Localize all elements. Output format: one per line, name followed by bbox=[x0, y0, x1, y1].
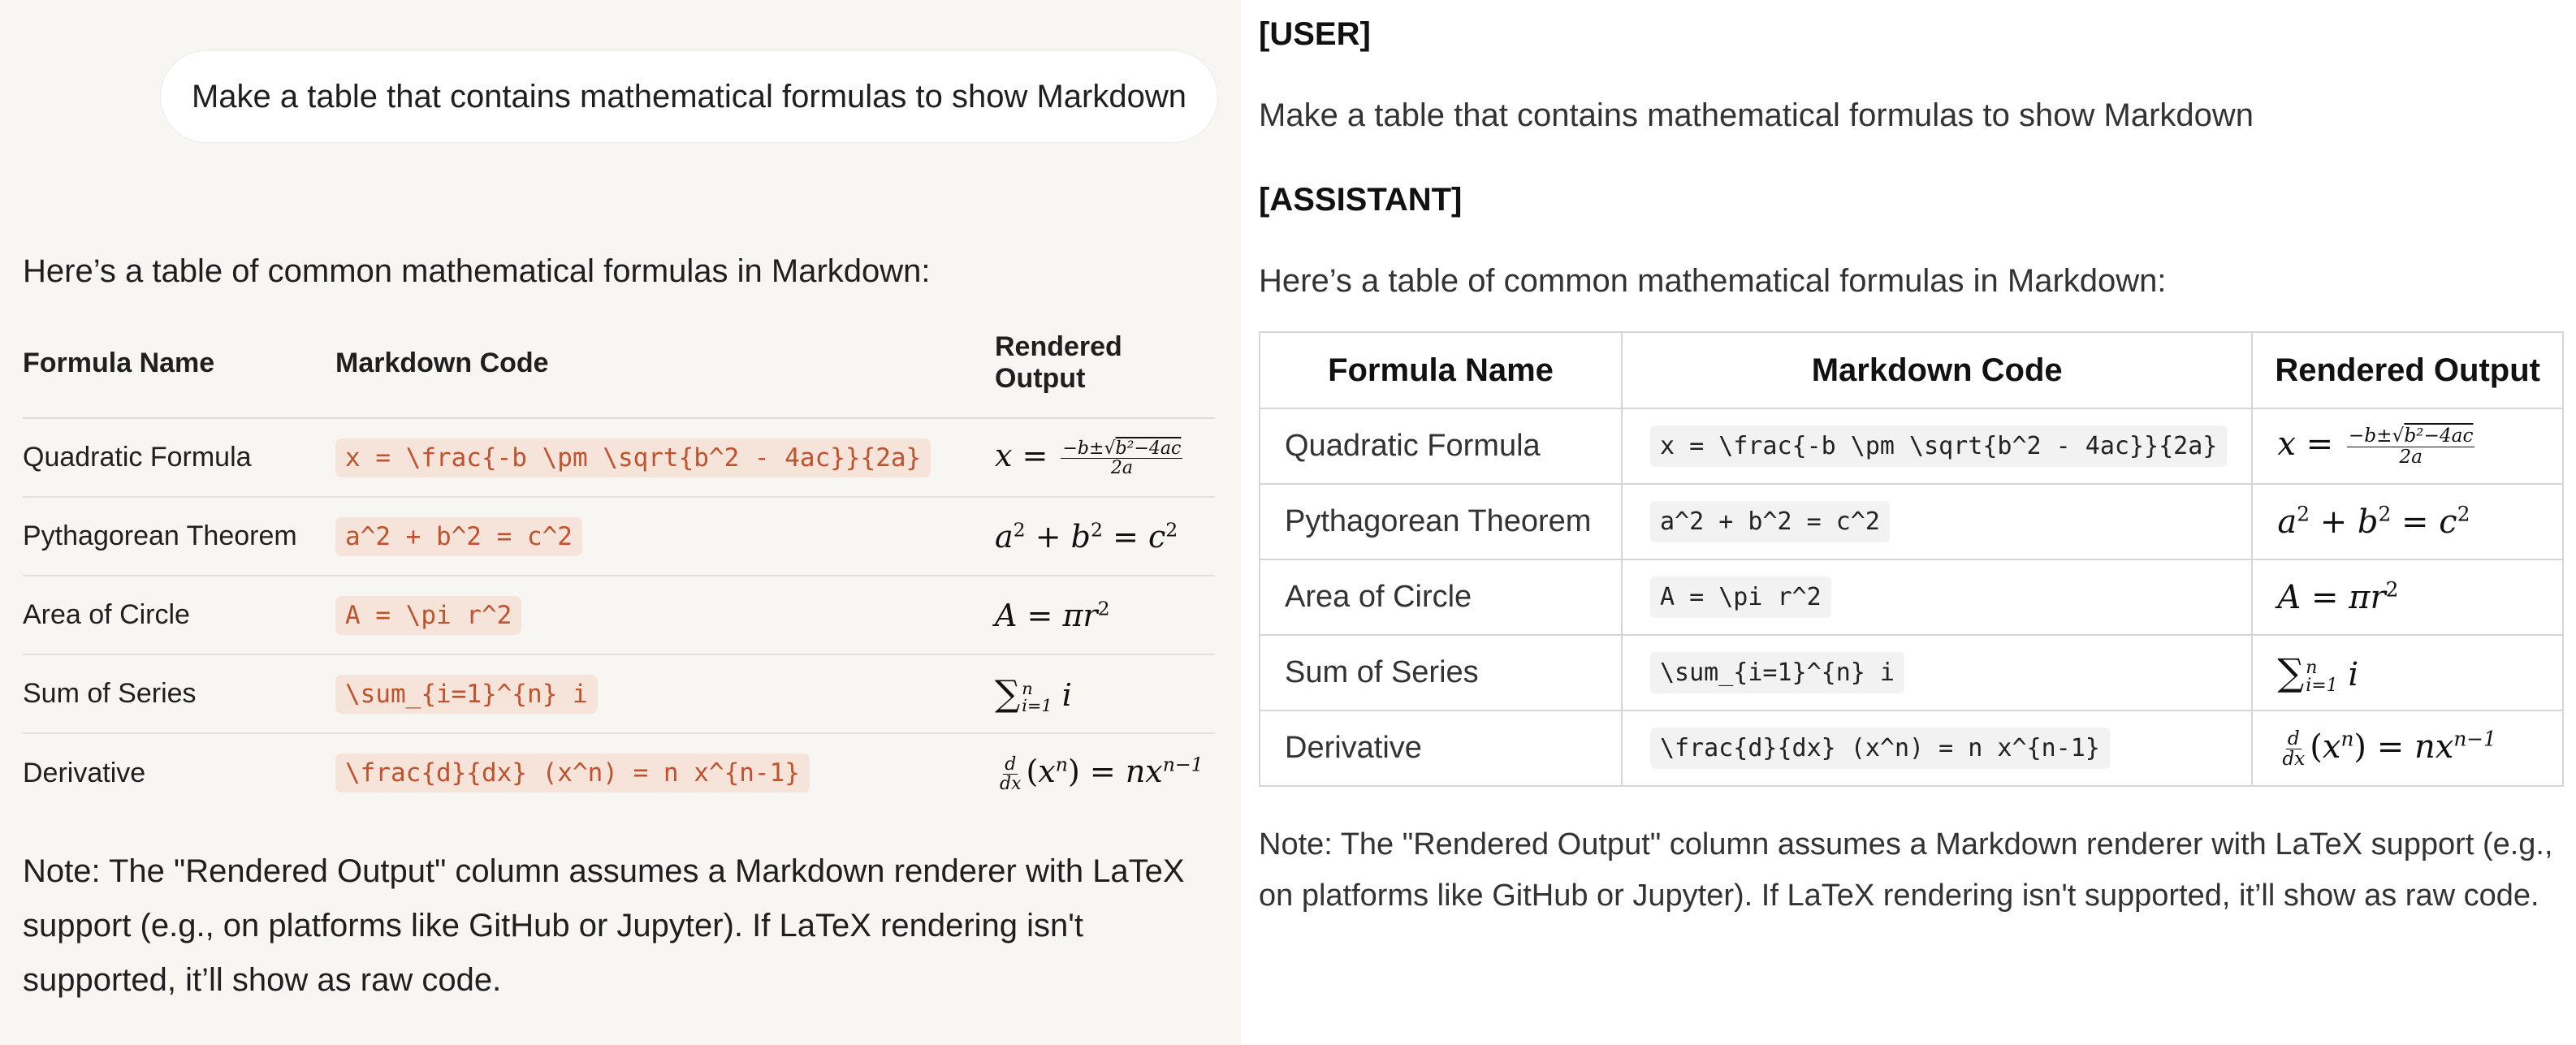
inline-code: x = \frac{-b \pm \sqrt{b^2 - 4ac}}{2a} bbox=[335, 438, 931, 477]
header-markdown-code: Markdown Code bbox=[335, 312, 995, 418]
code-cell bbox=[1622, 408, 2252, 484]
transcript-pane bbox=[1241, 0, 2576, 1045]
user-message-row bbox=[23, 0, 1218, 143]
table-row bbox=[23, 654, 1215, 733]
rendered-cell bbox=[2252, 635, 2563, 710]
code-cell bbox=[1622, 635, 2252, 710]
table-header-row bbox=[1260, 332, 2563, 408]
inline-code: \sum_{i=1}^{n} i bbox=[335, 675, 598, 714]
user-role-label: [USER] bbox=[1259, 16, 1371, 52]
rendered-cell bbox=[995, 576, 1215, 654]
rendered-cell bbox=[2252, 408, 2563, 484]
user-message-text: Make a table that contains mathematical formulas to show Markdown bbox=[1259, 97, 2254, 133]
table-row bbox=[23, 418, 1215, 497]
header-markdown-code: Markdown Code bbox=[1622, 332, 2252, 408]
rendered-cell bbox=[2252, 484, 2563, 559]
formula-name: Sum of Series bbox=[23, 654, 335, 733]
table-header-row bbox=[23, 312, 1215, 418]
table-row bbox=[1260, 559, 2563, 635]
inline-code: \frac{d}{dx} (x^n) = n x^{n-1} bbox=[1650, 728, 2110, 769]
table-row bbox=[23, 733, 1215, 812]
rendered-cell bbox=[2252, 559, 2563, 635]
header-formula-name: Formula Name bbox=[1260, 332, 1622, 408]
rendered-sum-of-series: ∑ n i=1 i bbox=[2277, 650, 2359, 696]
user-message-bubble: Make a table that contains mathematical formulas to show Markdown bbox=[160, 50, 1218, 143]
rendered-cell bbox=[995, 497, 1215, 576]
assistant-intro: Here’s a table of common mathematical formulas in Markdown: bbox=[1259, 263, 2167, 299]
table-row bbox=[1260, 635, 2563, 710]
rendered-sum-of-series: ∑ n i=1 i bbox=[995, 672, 1072, 716]
formula-name: Derivative bbox=[1260, 710, 1622, 786]
assistant-role-label: [ASSISTANT] bbox=[1259, 182, 1463, 218]
table-row bbox=[1260, 710, 2563, 786]
rendered-cell bbox=[995, 418, 1215, 497]
formula-table bbox=[23, 312, 1215, 812]
formula-name: Quadratic Formula bbox=[23, 418, 335, 497]
inline-code: x = \frac{-b \pm \sqrt{b^2 - 4ac}}{2a} bbox=[1650, 425, 2227, 467]
rendered-pythagorean-theorem: $a^2 + b^2 = c^2$ bbox=[995, 518, 1178, 555]
formula-name: Sum of Series bbox=[1260, 635, 1622, 710]
header-formula-name: Formula Name bbox=[23, 312, 335, 418]
rendered-pythagorean-theorem: $a^2 + b^2 = c^2$ bbox=[2277, 502, 2470, 542]
rendered-quadratic-formula: x = $\frac{\text{−b±√b²−4ac}}{2a}$ bbox=[995, 437, 1182, 478]
assistant-intro: Here’s a table of common mathematical formulas in Markdown: bbox=[23, 253, 931, 289]
table-row bbox=[23, 497, 1215, 576]
formula-name: Pythagorean Theorem bbox=[23, 497, 335, 576]
inline-code: a^2 + b^2 = c^2 bbox=[1650, 501, 1890, 542]
rendered-cell bbox=[995, 733, 1215, 812]
code-cell bbox=[1622, 559, 2252, 635]
formula-name: Area of Circle bbox=[23, 576, 335, 654]
formula-name: Derivative bbox=[23, 757, 146, 788]
code-cell bbox=[335, 654, 995, 733]
rendered-derivative: $\frac{d}{dx}$ $(x^n) = nx^{n-1}$ bbox=[1000, 753, 1204, 794]
assistant-note: Note: The "Rendered Output" column assumes a Markdown renderer with LaTeX support (e.g., on platforms like GitHub or Jupyter). If LaTeX rendering isn't supported, it’ll show as raw code. bbox=[1259, 827, 2553, 913]
table-row bbox=[23, 576, 1215, 654]
rendered-area-of-circle: $A = \pi r^2$ bbox=[2277, 577, 2399, 617]
rendered-area-of-circle: $A = \pi r^2$ bbox=[995, 597, 1110, 633]
inline-code: A = \pi r^2 bbox=[335, 596, 521, 635]
formula-table bbox=[1259, 331, 2564, 787]
inline-code: \frac{d}{dx} (x^n) = n x^{n-1} bbox=[335, 754, 810, 792]
header-rendered-output: Rendered Output bbox=[2252, 332, 2563, 408]
formula-name: Pythagorean Theorem bbox=[1260, 484, 1622, 559]
inline-code: \sum_{i=1}^{n} i bbox=[1650, 652, 1904, 693]
rendered-quadratic-formula: x = $\frac{\text{−b±√b²−4ac}}{2a}$ bbox=[2277, 425, 2474, 468]
formula-name: Area of Circle bbox=[1260, 559, 1622, 635]
assistant-note: Note: The "Rendered Output" column assumes a Markdown renderer with LaTeX support (e.g., on platforms like GitHub or Jupyter). If LaTeX rendering isn't supported, it’ll show as raw code. bbox=[23, 853, 1185, 998]
table-row bbox=[1260, 484, 2563, 559]
code-cell bbox=[335, 576, 995, 654]
header-rendered-output: Rendered Output bbox=[995, 312, 1215, 418]
code-cell bbox=[335, 497, 995, 576]
inline-code: a^2 + b^2 = c^2 bbox=[335, 517, 582, 556]
code-cell bbox=[1622, 710, 2252, 786]
code-cell bbox=[335, 418, 995, 497]
rendered-cell bbox=[2252, 710, 2563, 786]
inline-code: A = \pi r^2 bbox=[1650, 576, 1831, 618]
code-cell bbox=[335, 733, 995, 812]
table-row bbox=[1260, 408, 2563, 484]
code-cell bbox=[1622, 484, 2252, 559]
rendered-cell bbox=[995, 654, 1215, 733]
rendered-derivative: $\frac{d}{dx}$ $(x^n) = nx^{n-1}$ bbox=[2282, 727, 2496, 771]
formula-name: Quadratic Formula bbox=[1260, 408, 1622, 484]
chat-render-pane bbox=[0, 0, 1241, 1045]
